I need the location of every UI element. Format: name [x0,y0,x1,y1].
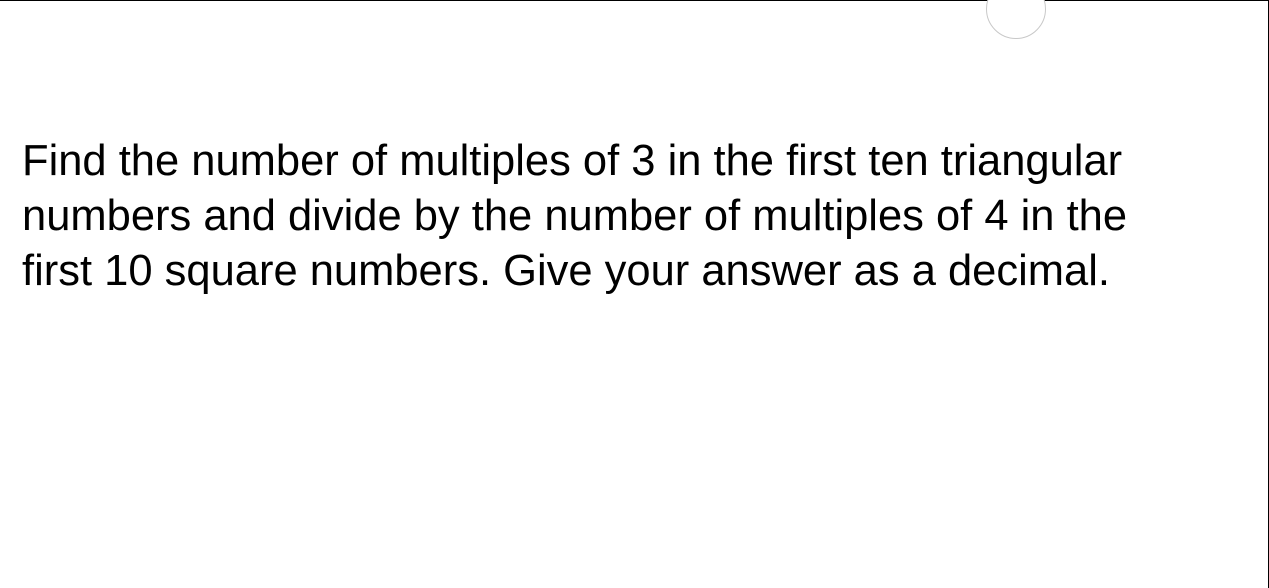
circle-button-icon[interactable] [986,0,1046,39]
question-text [22,134,1257,299]
question-line-1: Find the number of multiples of 3 in the first ten triangular [22,137,1123,185]
question-line-3: first 10 square numbers. Give your answer as a decimal. [22,247,1110,295]
question-line-2: numbers and divide by the number of multiples of 4 in the [22,192,1128,240]
